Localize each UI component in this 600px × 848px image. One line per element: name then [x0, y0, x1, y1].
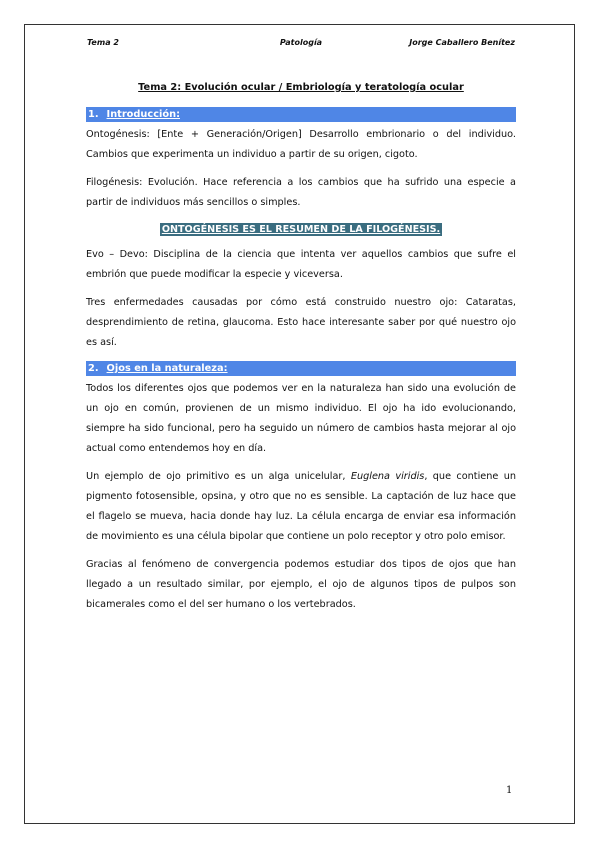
- document-body: [86, 78, 516, 623]
- euglena-detail: , que contiene un pigmento fotosensible, opsina, y otro que no es sensible. La captación de luz hace que el flagelo se mueva, hacia donde hay luz. La célula encarga de enviar esa información de movimiento es una célula bipolar que contiene un polo receptor y otro polo emisor.: [86, 471, 516, 542]
- paragraph-evolucion-ojos: Todos los diferentes ojos que podemos ver en la naturaleza han sido una evolución de un ojo en común, provienen de un mismo individuo. El ojo ha ido evolucionando, siempre ha sido funcional, pero ha seguido un número de cambios hasta mejorar al ojo actual como entendemos hoy en día.: [86, 383, 516, 454]
- header-author: Jorge Caballero Benítez: [409, 38, 515, 47]
- header-subject: Patología: [279, 38, 323, 47]
- paragraph-convergencia: Gracias al fenómeno de convergencia podemos estudiar dos tipos de ojos que han llegado a un resultado similar, por ejemplo, el ojo de algunos tipos de pulpos son bicamerales como el del ser humano o los vertebrados.: [86, 559, 516, 610]
- section-heading-ojos-naturaleza: [86, 361, 516, 376]
- paragraph-evo-devo: Evo – Devo: Disciplina de la ciencia que intenta ver aquellos cambios que sufre el embrión que puede modificar la especie y viceversa.: [86, 249, 516, 280]
- section-heading-introduccion: [86, 107, 516, 122]
- highlighted-statement: ONTOGÉNESIS ES EL RESUMEN DE LA FILOGÉNESIS.: [161, 224, 441, 235]
- section-title: Ojos en la naturaleza:: [106, 363, 228, 374]
- paragraph-euglena: [86, 467, 516, 547]
- document-title: Tema 2: Evolución ocular / Embriología y teratología ocular: [138, 82, 464, 93]
- section-number: 2.: [88, 363, 99, 374]
- species-name: Euglena viridis: [350, 471, 425, 482]
- section-number: 1.: [88, 109, 99, 120]
- page-number: 1: [506, 785, 513, 796]
- header-topic: Tema 2: [87, 38, 119, 47]
- highlight-block: [86, 221, 516, 239]
- euglena-intro: Un ejemplo de ojo primitivo es un alga unicelular,: [86, 471, 351, 482]
- paragraph-ontogenesis: Ontogénesis: [Ente + Generación/Origen] Desarrollo embrionario o del individuo. Cambios que experimenta un individuo a partir de su origen, cigoto.: [86, 129, 516, 160]
- paragraph-filogenesis: Filogénesis: Evolución. Hace referencia a los cambios que ha sufrido una especie a partir de individuos más sencillos o simples.: [86, 177, 516, 208]
- section-title: Introducción:: [106, 109, 180, 120]
- paragraph-enfermedades: Tres enfermedades causadas por cómo está construido nuestro ojo: Cataratas, desprendimiento de retina, glaucoma. Esto hace interesante saber por qué nuestro ojo es así.: [86, 297, 516, 348]
